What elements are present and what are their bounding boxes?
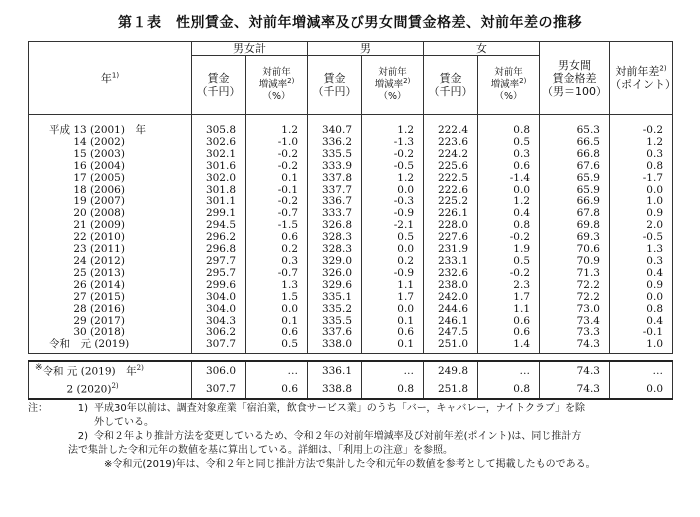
value-cell-m: 335.1 bbox=[308, 292, 362, 304]
value-cell-m: 333.7 bbox=[308, 208, 362, 220]
value-cell-mr: -0.2 bbox=[362, 149, 424, 161]
value-cell-g: 69.8 bbox=[540, 220, 610, 232]
value-cell-t: 301.8 bbox=[192, 185, 246, 197]
value-cell-mr: -0.9 bbox=[362, 208, 424, 220]
value-cell-fr: 0.0 bbox=[478, 185, 540, 197]
value-cell-fr: 2.3 bbox=[478, 280, 540, 292]
group-total-header: 男女計 bbox=[192, 42, 308, 56]
value-cell-mr: 0.0 bbox=[362, 304, 424, 316]
value-cell-f: 222.5 bbox=[424, 173, 478, 185]
value-cell-gd: -0.5 bbox=[610, 232, 673, 244]
value-cell-t: 306.0 bbox=[192, 361, 246, 380]
value-cell-t: 299.1 bbox=[192, 208, 246, 220]
value-cell-t: 301.1 bbox=[192, 196, 246, 208]
value-cell-tr: -0.2 bbox=[246, 149, 308, 161]
value-cell-gd: 0.0 bbox=[610, 380, 673, 399]
value-cell-gd: 0.4 bbox=[610, 316, 673, 328]
value-cell-f: 242.0 bbox=[424, 292, 478, 304]
value-cell-mr: 0.1 bbox=[362, 339, 424, 353]
year-cell: 19 (2007) bbox=[29, 196, 192, 208]
value-cell-fr: 0.8 bbox=[478, 115, 540, 137]
year-cell: 28 (2016) bbox=[29, 304, 192, 316]
value-cell-fr: 1.2 bbox=[478, 196, 540, 208]
value-cell-mr: -2.1 bbox=[362, 220, 424, 232]
value-cell-gd: 0.4 bbox=[610, 268, 673, 280]
value-cell-m: 335.5 bbox=[308, 149, 362, 161]
value-cell-t: 305.8 bbox=[192, 115, 246, 137]
value-cell-gd: 1.0 bbox=[610, 196, 673, 208]
value-cell-tr: -1.0 bbox=[246, 137, 308, 149]
total-wage-header: 賃金 （千円） bbox=[192, 56, 246, 115]
note-2-index: 2) bbox=[77, 431, 88, 442]
value-cell-tr: 0.6 bbox=[246, 232, 308, 244]
value-cell-fr: 0.6 bbox=[478, 161, 540, 173]
value-cell-f: 251.0 bbox=[424, 339, 478, 353]
year-cell: 30 (2018) bbox=[29, 327, 192, 339]
year-cell: ※令和 元 (2019) 年$^{2)}$ bbox=[29, 361, 192, 380]
value-cell-mr: 1.2 bbox=[362, 173, 424, 185]
group-male-header: 男 bbox=[308, 42, 424, 56]
value-cell-mr: 1.2 bbox=[362, 115, 424, 137]
value-cell-g: 74.3 bbox=[540, 380, 610, 399]
value-cell-f: 226.1 bbox=[424, 208, 478, 220]
value-cell-t: 296.2 bbox=[192, 232, 246, 244]
year-cell: 24 (2012) bbox=[29, 256, 192, 268]
table-row-extra bbox=[29, 380, 673, 399]
value-cell-tr: -0.7 bbox=[246, 208, 308, 220]
value-cell-mr: … bbox=[362, 361, 424, 380]
group-female-header: 女 bbox=[424, 42, 540, 56]
value-cell-tr: -0.2 bbox=[246, 161, 308, 173]
value-cell-t: 304.0 bbox=[192, 304, 246, 316]
value-cell-g: 73.3 bbox=[540, 327, 610, 339]
value-cell-g: 74.3 bbox=[540, 361, 610, 380]
value-cell-f: 231.9 bbox=[424, 244, 478, 256]
table-title: 第１表 性別賃金、対前年増減率及び男女間賃金格差、対前年差の推移 bbox=[118, 15, 582, 31]
value-cell-gd: 1.0 bbox=[610, 339, 673, 353]
note-1-index: 1) bbox=[77, 403, 88, 414]
value-cell-t: 306.2 bbox=[192, 327, 246, 339]
value-cell-mr: 0.5 bbox=[362, 232, 424, 244]
value-cell-tr: 0.6 bbox=[246, 380, 308, 399]
year-cell: 2 $(2020)^{2)}$ bbox=[29, 380, 192, 399]
table-row bbox=[29, 292, 673, 304]
value-cell-m: 329.6 bbox=[308, 280, 362, 292]
value-cell-g: 69.3 bbox=[540, 232, 610, 244]
value-cell-m: 328.3 bbox=[308, 232, 362, 244]
value-cell-m: 333.9 bbox=[308, 161, 362, 173]
year-cell: 26 (2014) bbox=[29, 280, 192, 292]
value-cell-g: 74.3 bbox=[540, 339, 610, 353]
value-cell-fr: 0.8 bbox=[478, 220, 540, 232]
value-cell-f: 238.0 bbox=[424, 280, 478, 292]
value-cell-gd: 0.8 bbox=[610, 161, 673, 173]
value-cell-t: 294.5 bbox=[192, 220, 246, 232]
value-cell-m: 336.1 bbox=[308, 361, 362, 380]
value-cell-mr: -0.9 bbox=[362, 268, 424, 280]
value-cell-g: 65.9 bbox=[540, 173, 610, 185]
value-cell-t: 301.6 bbox=[192, 161, 246, 173]
value-cell-tr: 0.6 bbox=[246, 327, 308, 339]
table-body bbox=[29, 115, 673, 354]
value-cell-f: 246.1 bbox=[424, 316, 478, 328]
table-row bbox=[29, 304, 673, 316]
value-cell-m: 328.3 bbox=[308, 244, 362, 256]
value-cell-f: 224.2 bbox=[424, 149, 478, 161]
value-cell-g: 72.2 bbox=[540, 292, 610, 304]
value-cell-fr: 0.5 bbox=[478, 256, 540, 268]
value-cell-gd: -1.7 bbox=[610, 173, 673, 185]
value-cell-t: 302.1 bbox=[192, 149, 246, 161]
note-2-cont: 法で集計した令和元年の数値を基に算出している。詳細は、「利用上の注意」を参照。 bbox=[68, 445, 453, 456]
value-cell-f: 232.6 bbox=[424, 268, 478, 280]
value-cell-fr: 0.4 bbox=[478, 208, 540, 220]
value-cell-fr: 1.1 bbox=[478, 304, 540, 316]
table-row bbox=[29, 268, 673, 280]
year-cell: 17 (2005) bbox=[29, 173, 192, 185]
table-row bbox=[29, 339, 673, 353]
value-cell-gd: 0.0 bbox=[610, 292, 673, 304]
value-cell-t: 304.0 bbox=[192, 292, 246, 304]
value-cell-gd: 0.9 bbox=[610, 208, 673, 220]
value-cell-t: 296.8 bbox=[192, 244, 246, 256]
value-cell-g: 73.4 bbox=[540, 316, 610, 328]
year-cell: 14 (2002) bbox=[29, 137, 192, 149]
value-cell-f: 222.6 bbox=[424, 185, 478, 197]
value-cell-mr: -1.3 bbox=[362, 137, 424, 149]
value-cell-m: 340.7 bbox=[308, 115, 362, 137]
value-cell-t: 297.7 bbox=[192, 256, 246, 268]
value-cell-mr: 0.2 bbox=[362, 256, 424, 268]
value-cell-tr: -0.1 bbox=[246, 185, 308, 197]
value-cell-gd: … bbox=[610, 361, 673, 380]
value-cell-tr: … bbox=[246, 361, 308, 380]
value-cell-m: 336.2 bbox=[308, 137, 362, 149]
value-cell-gd: 0.3 bbox=[610, 256, 673, 268]
value-cell-g: 66.9 bbox=[540, 196, 610, 208]
value-cell-tr: 0.1 bbox=[246, 316, 308, 328]
year-cell: 令和 元 (2019) bbox=[29, 339, 192, 353]
value-cell-m: 336.7 bbox=[308, 196, 362, 208]
value-cell-gd: 0.3 bbox=[610, 149, 673, 161]
total-rate-header: 対前年 増減率$^{2)}$ （%） bbox=[246, 56, 308, 115]
value-cell-t: 302.6 bbox=[192, 137, 246, 149]
value-cell-g: 70.9 bbox=[540, 256, 610, 268]
value-cell-mr: 0.0 bbox=[362, 185, 424, 197]
value-cell-f: 244.6 bbox=[424, 304, 478, 316]
year-cell: 25 (2013) bbox=[29, 268, 192, 280]
value-cell-g: 73.0 bbox=[540, 304, 610, 316]
value-cell-mr: -0.5 bbox=[362, 161, 424, 173]
value-cell-fr: … bbox=[478, 361, 540, 380]
value-cell-f: 228.0 bbox=[424, 220, 478, 232]
value-cell-tr: 0.0 bbox=[246, 304, 308, 316]
value-cell-m: 337.7 bbox=[308, 185, 362, 197]
value-cell-m: 329.0 bbox=[308, 256, 362, 268]
female-wage-header: 賃金 （千円） bbox=[424, 56, 478, 115]
value-cell-m: 326.0 bbox=[308, 268, 362, 280]
note-1-text: 平成30年以前は、調査対象産業「宿泊業，飲食サービス業」のうち「バー，キャバレー，ナイトクラブ」を除 bbox=[94, 403, 586, 414]
wage-table bbox=[28, 41, 676, 400]
value-cell-g: 72.2 bbox=[540, 280, 610, 292]
value-cell-g: 70.6 bbox=[540, 244, 610, 256]
year-cell: 15 (2003) bbox=[29, 149, 192, 161]
value-cell-gd: 0.0 bbox=[610, 185, 673, 197]
value-cell-mr: 0.0 bbox=[362, 244, 424, 256]
value-cell-tr: -0.2 bbox=[246, 196, 308, 208]
value-cell-tr: -1.5 bbox=[246, 220, 308, 232]
value-cell-f: 222.4 bbox=[424, 115, 478, 137]
value-cell-f: 225.2 bbox=[424, 196, 478, 208]
value-cell-mr: 0.1 bbox=[362, 316, 424, 328]
year-cell: 27 (2015) bbox=[29, 292, 192, 304]
value-cell-tr: 1.5 bbox=[246, 292, 308, 304]
value-cell-mr: 1.1 bbox=[362, 280, 424, 292]
year-cell: 16 (2004) bbox=[29, 161, 192, 173]
value-cell-m: 326.8 bbox=[308, 220, 362, 232]
value-cell-gd: -0.2 bbox=[610, 115, 673, 137]
value-cell-g: 66.8 bbox=[540, 149, 610, 161]
value-cell-tr: 0.2 bbox=[246, 244, 308, 256]
value-cell-m: 335.5 bbox=[308, 316, 362, 328]
value-cell-gd: 0.9 bbox=[610, 280, 673, 292]
value-cell-tr: 1.2 bbox=[246, 115, 308, 137]
value-cell-fr: -0.2 bbox=[478, 268, 540, 280]
table-row bbox=[29, 115, 673, 137]
value-cell-gd: -0.1 bbox=[610, 327, 673, 339]
table-row bbox=[29, 161, 673, 173]
value-cell-gd: 2.0 bbox=[610, 220, 673, 232]
value-cell-m: 337.8 bbox=[308, 173, 362, 185]
year-cell: 平成 13 (2001) 年 bbox=[29, 115, 192, 137]
year-cell: 29 (2017) bbox=[29, 316, 192, 328]
value-cell-mr: 1.7 bbox=[362, 292, 424, 304]
value-cell-tr: 0.3 bbox=[246, 256, 308, 268]
male-rate-header: 対前年 増減率$^{2)}$ （%） bbox=[362, 56, 424, 115]
female-rate-header: 対前年 増減率$^{2)}$ （%） bbox=[478, 56, 540, 115]
value-cell-fr: 0.5 bbox=[478, 137, 540, 149]
table-row bbox=[29, 149, 673, 161]
value-cell-m: 338.0 bbox=[308, 339, 362, 353]
value-cell-t: 295.7 bbox=[192, 268, 246, 280]
note-3-text: ※令和元(2019)年は、令和２年と同じ推計方法で集計した令和元年の数値を参考として掲載したものである。 bbox=[104, 459, 596, 470]
table-row bbox=[29, 280, 673, 292]
year-cell: 21 (2009) bbox=[29, 220, 192, 232]
value-cell-f: 247.5 bbox=[424, 327, 478, 339]
notes-label: 注： bbox=[28, 403, 48, 414]
value-cell-g: 71.3 bbox=[540, 268, 610, 280]
value-cell-m: 337.6 bbox=[308, 327, 362, 339]
value-cell-fr: -0.2 bbox=[478, 232, 540, 244]
year-cell: 22 (2010) bbox=[29, 232, 192, 244]
value-cell-fr: 1.9 bbox=[478, 244, 540, 256]
note-1-cont: 外している。 bbox=[94, 417, 154, 428]
value-cell-t: 299.6 bbox=[192, 280, 246, 292]
value-cell-f: 227.6 bbox=[424, 232, 478, 244]
value-cell-mr: -0.3 bbox=[362, 196, 424, 208]
value-cell-t: 302.0 bbox=[192, 173, 246, 185]
value-cell-t: 304.3 bbox=[192, 316, 246, 328]
value-cell-mr: 0.6 bbox=[362, 327, 424, 339]
value-cell-fr: -1.4 bbox=[478, 173, 540, 185]
value-cell-fr: 0.6 bbox=[478, 316, 540, 328]
value-cell-gd: 1.2 bbox=[610, 137, 673, 149]
value-cell-g: 67.6 bbox=[540, 161, 610, 173]
value-cell-tr: 1.3 bbox=[246, 280, 308, 292]
value-cell-tr: -0.7 bbox=[246, 268, 308, 280]
value-cell-fr: 0.3 bbox=[478, 149, 540, 161]
value-cell-f: 249.8 bbox=[424, 361, 478, 380]
value-cell-g: 65.9 bbox=[540, 185, 610, 197]
value-cell-f: 233.1 bbox=[424, 256, 478, 268]
value-cell-fr: 0.8 bbox=[478, 380, 540, 399]
table-extra-body bbox=[29, 361, 673, 399]
value-cell-g: 66.5 bbox=[540, 137, 610, 149]
gap-header: 男女間 賃金格差 （男＝100） bbox=[540, 42, 610, 115]
gap-diff-header: 対前年差$^{2)}$ （ポイント） bbox=[610, 42, 673, 115]
value-cell-gd: 0.8 bbox=[610, 304, 673, 316]
notes bbox=[28, 402, 678, 472]
value-cell-t: 307.7 bbox=[192, 339, 246, 353]
value-cell-tr: 0.5 bbox=[246, 339, 308, 353]
value-cell-g: 67.8 bbox=[540, 208, 610, 220]
value-cell-tr: 0.1 bbox=[246, 173, 308, 185]
year-cell: 23 (2011) bbox=[29, 244, 192, 256]
table-row-extra bbox=[29, 361, 673, 380]
value-cell-m: 335.2 bbox=[308, 304, 362, 316]
year-cell: 18 (2006) bbox=[29, 185, 192, 197]
value-cell-fr: 1.4 bbox=[478, 339, 540, 353]
table-row bbox=[29, 173, 673, 185]
value-cell-f: 225.6 bbox=[424, 161, 478, 173]
value-cell-f: 223.6 bbox=[424, 137, 478, 149]
value-cell-f: 251.8 bbox=[424, 380, 478, 399]
note-2-text: 令和２年より推計方法を変更しているため、令和２年の対前年増減率及び対前年差(ポイント)は、同じ推計方 bbox=[94, 431, 582, 442]
value-cell-t: 307.7 bbox=[192, 380, 246, 399]
wage-table-container bbox=[28, 41, 676, 400]
year-header: 年$^{1)}$ bbox=[29, 42, 192, 115]
value-cell-gd: 1.3 bbox=[610, 244, 673, 256]
year-cell: 20 (2008) bbox=[29, 208, 192, 220]
value-cell-fr: 0.6 bbox=[478, 327, 540, 339]
value-cell-g: 65.3 bbox=[540, 115, 610, 137]
male-wage-header: 賃金 （千円） bbox=[308, 56, 362, 115]
value-cell-m: 338.8 bbox=[308, 380, 362, 399]
value-cell-fr: 1.7 bbox=[478, 292, 540, 304]
value-cell-mr: 0.8 bbox=[362, 380, 424, 399]
